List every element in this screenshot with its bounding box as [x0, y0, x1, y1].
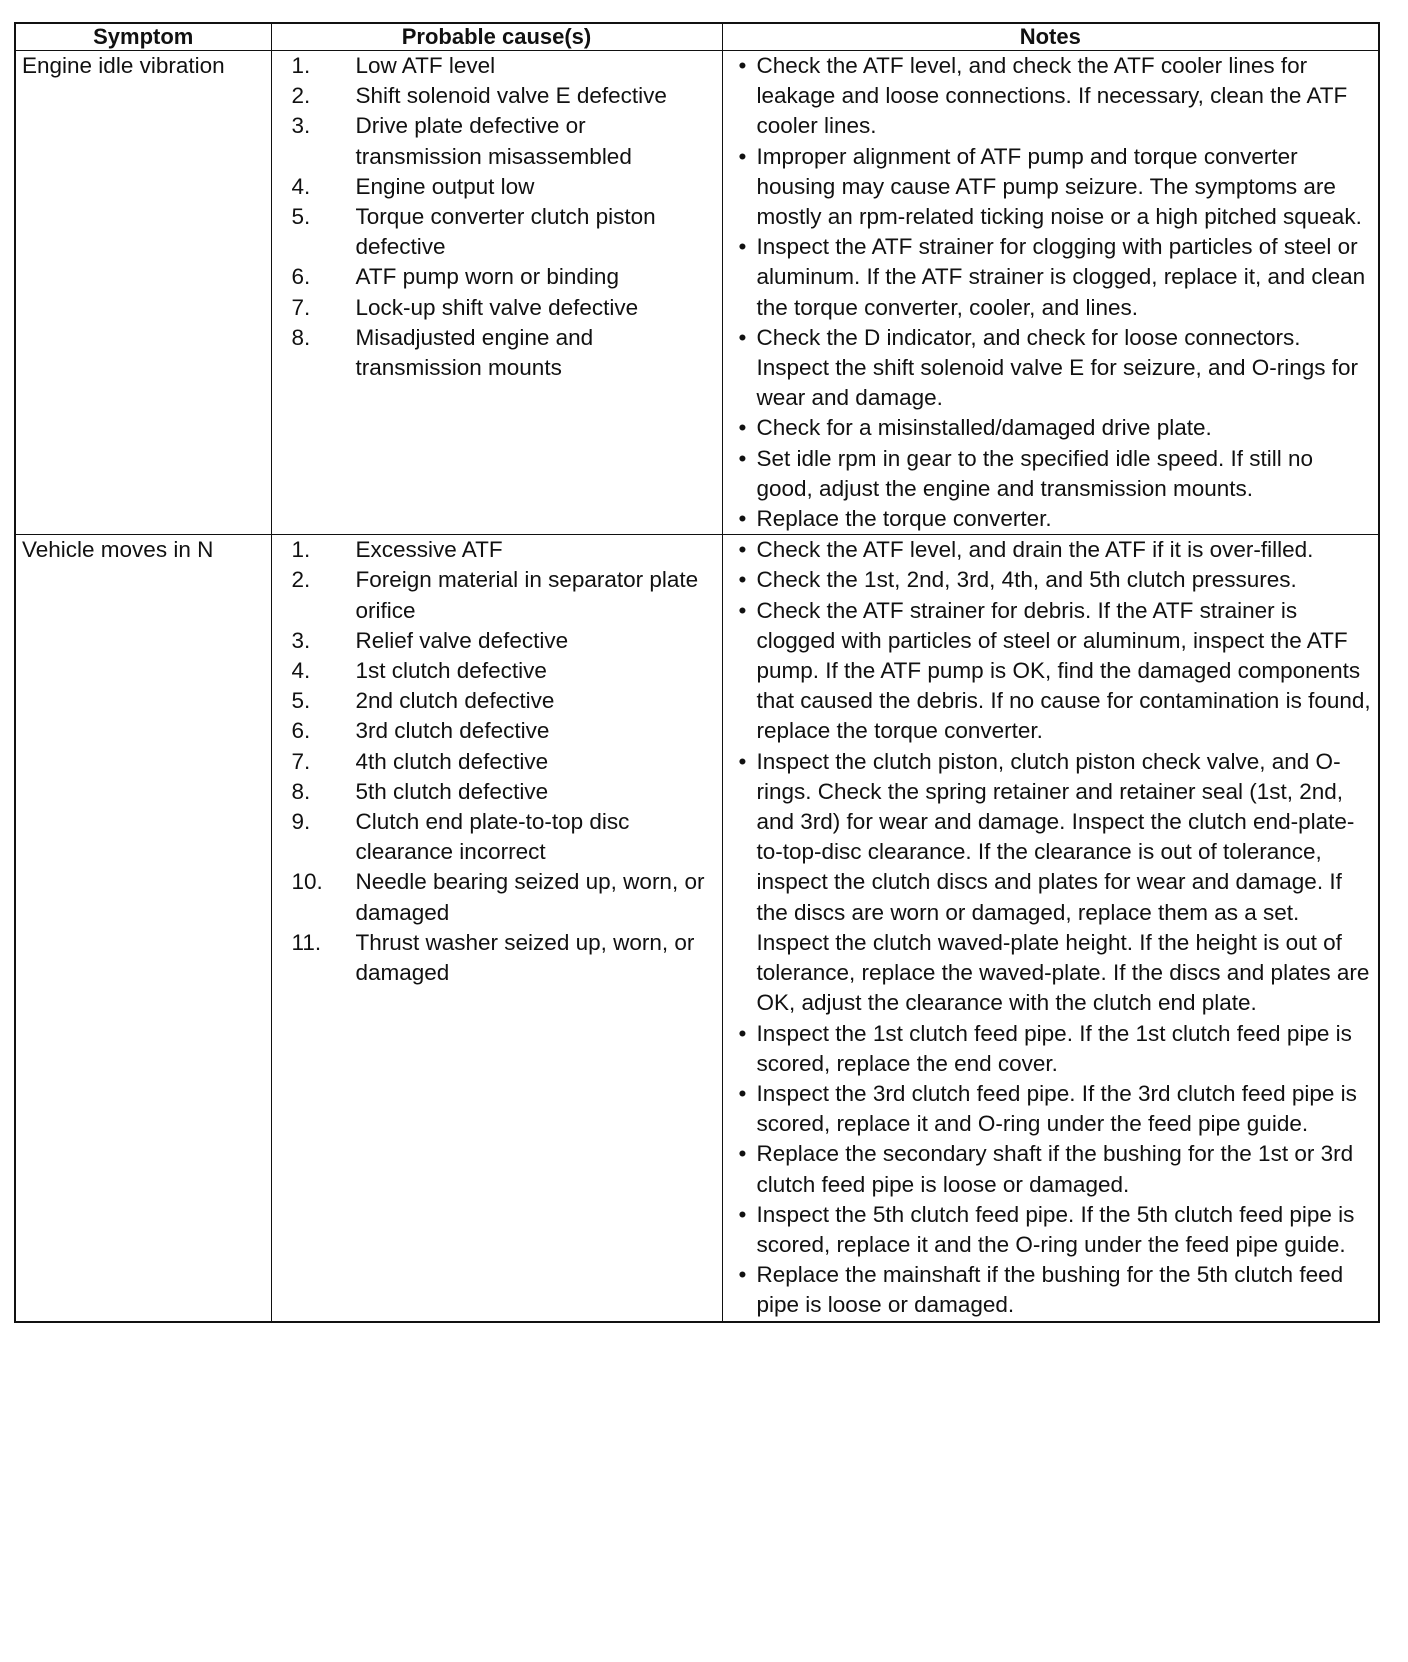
- cause-text: Shift solenoid valve E defective: [355, 83, 667, 109]
- bullet-icon: •: [738, 1080, 747, 1106]
- bullet-icon: •: [738, 324, 747, 350]
- list-item: [272, 262, 718, 292]
- list-item: [723, 535, 1375, 565]
- cause-number: 2.: [291, 83, 311, 109]
- list-item: [272, 535, 718, 565]
- cause-number: 5.: [291, 204, 311, 230]
- cause-number: 9.: [291, 809, 311, 835]
- list-item: [272, 656, 718, 686]
- note-text: Inspect the 5th clutch feed pipe. If the 5th clutch feed pipe is scored, replace it and the O-ring under the feed pipe guide.: [756, 1201, 1355, 1257]
- header-probable-causes: Probable cause(s): [271, 23, 722, 51]
- list-item: [723, 747, 1375, 1019]
- list-item: [723, 142, 1375, 233]
- cause-number: 1.: [291, 53, 311, 78]
- bullet-icon: •: [738, 445, 747, 471]
- bullet-icon: •: [738, 1201, 747, 1227]
- cause-text: Thrust washer seized up, worn, or damaged: [355, 929, 695, 986]
- cause-text: 1st clutch defective: [355, 658, 547, 684]
- list-item: [723, 323, 1375, 414]
- cause-text: 5th clutch defective: [355, 778, 549, 804]
- bullet-icon: •: [738, 234, 747, 260]
- troubleshooting-table: [14, 22, 1380, 1323]
- cause-number: 3.: [291, 627, 311, 653]
- note-text: Replace the mainshaft if the bushing for the 5th clutch feed pipe is loose or damaged.: [756, 1262, 1344, 1318]
- list-item: [723, 504, 1375, 534]
- list-item: [723, 444, 1375, 504]
- bullet-icon: •: [738, 748, 747, 774]
- cause-text: Clutch end plate-to-top disc clearance incorrect: [355, 809, 630, 865]
- cause-number: 7.: [291, 748, 311, 774]
- cause-text: Excessive ATF: [355, 537, 503, 563]
- list-item: [272, 293, 718, 323]
- symptom-cell: Engine idle vibration: [15, 51, 271, 535]
- list-item: [272, 81, 718, 111]
- cause-text: Drive plate defective or transmission misassembled: [355, 113, 632, 169]
- list-item: [272, 716, 718, 746]
- bullet-icon: •: [738, 415, 747, 441]
- notes-cell: [722, 535, 1379, 1322]
- list-item: [723, 232, 1375, 323]
- list-item: [272, 565, 718, 625]
- list-item: [272, 111, 718, 171]
- bullet-icon: •: [738, 143, 747, 169]
- list-item: [723, 1139, 1375, 1199]
- note-text: Inspect the 3rd clutch feed pipe. If the 3rd clutch feed pipe is scored, replace it and O-ring under the feed pipe guide.: [756, 1080, 1357, 1137]
- table-row: [15, 51, 1379, 535]
- list-item: [272, 51, 718, 81]
- list-item: [272, 807, 718, 867]
- cause-text: Low ATF level: [355, 53, 496, 78]
- list-item: [723, 1260, 1375, 1320]
- note-text: Improper alignment of ATF pump and torque converter housing may cause ATF pump seizure. The symptoms are mostly an rpm-related ticking noise or a high pitched squeak.: [756, 143, 1362, 230]
- list-item: [272, 172, 718, 202]
- cause-number: 4.: [291, 658, 311, 684]
- cause-number: 4.: [291, 173, 311, 199]
- note-text: Check the D indicator, and check for loose connectors. Inspect the shift solenoid valve E for seizure, and O-rings for wear and damage.: [756, 324, 1359, 411]
- cause-number: 10.: [291, 869, 323, 895]
- list-item: [272, 202, 718, 262]
- bullet-icon: •: [738, 1020, 747, 1046]
- list-item: [272, 777, 718, 807]
- list-item: [723, 1200, 1375, 1260]
- causes-list: [272, 535, 722, 988]
- list-item: [723, 1019, 1375, 1079]
- probable-causes-cell: [271, 51, 722, 535]
- cause-text: Torque converter clutch piston defective: [355, 204, 656, 260]
- cause-text: Foreign material in separator plate orifice: [355, 567, 699, 623]
- cause-text: 3rd clutch defective: [355, 718, 550, 744]
- list-item: [723, 596, 1375, 747]
- list-item: [272, 747, 718, 777]
- cause-number: 1.: [291, 537, 311, 563]
- cause-number: 3.: [291, 113, 311, 139]
- troubleshooting-page: [14, 22, 1378, 1323]
- cause-number: 2.: [291, 567, 311, 593]
- note-text: Check the ATF level, and check the ATF cooler lines for leakage and loose connections. If necessary, clean the ATF cooler lines.: [756, 53, 1348, 139]
- list-item: [723, 1079, 1375, 1139]
- table-row: [15, 535, 1379, 1322]
- cause-text: Lock-up shift valve defective: [355, 294, 639, 320]
- symptom-cell: Vehicle moves in N: [15, 535, 271, 1322]
- notes-list: [723, 535, 1379, 1320]
- cause-number: 8.: [291, 324, 311, 350]
- notes-cell: [722, 51, 1379, 535]
- cause-text: 4th clutch defective: [355, 748, 549, 774]
- probable-causes-cell: [271, 535, 722, 1322]
- bullet-icon: •: [738, 597, 747, 623]
- cause-number: 6.: [291, 718, 311, 744]
- bullet-icon: •: [738, 537, 747, 563]
- list-item: [723, 51, 1375, 142]
- bullet-icon: •: [738, 53, 747, 78]
- bullet-icon: •: [738, 567, 747, 593]
- causes-list: [272, 51, 722, 383]
- list-item: [272, 867, 718, 927]
- list-item: [723, 413, 1375, 443]
- bullet-icon: •: [738, 1141, 747, 1167]
- header-row: [15, 23, 1379, 51]
- note-text: Check for a misinstalled/damaged drive plate.: [756, 415, 1212, 441]
- cause-number: 7.: [291, 294, 311, 320]
- note-text: Replace the secondary shaft if the bushing for the 1st or 3rd clutch feed pipe is loose or damaged.: [756, 1141, 1354, 1197]
- list-item: [272, 686, 718, 716]
- note-text: Inspect the 1st clutch feed pipe. If the 1st clutch feed pipe is scored, replace the end cover.: [756, 1020, 1352, 1076]
- header-symptom: Symptom: [15, 23, 271, 51]
- note-text: Check the ATF level, and drain the ATF if it is over-filled.: [756, 537, 1314, 563]
- note-text: Inspect the clutch piston, clutch piston check valve, and O-rings. Check the spring retainer and retainer seal (1st, 2nd, and 3rd) for wear and damage. Inspect the clutch end-plate-to-top-disc clearance. If the clearance is out of tolerance, inspect the clutch discs and plates for wear and damage. If the discs are worn or damaged, replace them as a set. Inspect the clutch waved-plate height. If the height is out of tolerance, replace the waved-plate. If the discs and plates are OK, adjust the clearance with the clutch end plate.: [756, 748, 1370, 1016]
- cause-number: 5.: [291, 688, 311, 714]
- cause-number: 11.: [291, 929, 322, 955]
- cause-text: Needle bearing seized up, worn, or damaged: [355, 869, 705, 925]
- note-text: Set idle rpm in gear to the specified idle speed. If still no good, adjust the engine and transmission mounts.: [756, 445, 1314, 501]
- list-item: [272, 626, 718, 656]
- list-item: [272, 928, 718, 988]
- bullet-icon: •: [738, 506, 747, 532]
- note-text: Check the 1st, 2nd, 3rd, 4th, and 5th clutch pressures.: [756, 567, 1297, 593]
- cause-text: Misadjusted engine and transmission mounts: [355, 324, 594, 381]
- notes-list: [723, 51, 1379, 534]
- list-item: [723, 565, 1375, 595]
- cause-text: Relief valve defective: [355, 627, 569, 653]
- cause-number: 8.: [291, 778, 311, 804]
- cause-text: 2nd clutch defective: [355, 688, 555, 714]
- cause-text: ATF pump worn or binding: [355, 264, 619, 290]
- note-text: Replace the torque converter.: [756, 506, 1052, 532]
- note-text: Check the ATF strainer for debris. If the ATF strainer is clogged with particles of steel or aluminum, inspect the ATF pump. If the ATF pump is OK, find the damaged components that caused the debris. If no cause for contamination is found, replace the torque converter.: [756, 597, 1371, 744]
- note-text: Inspect the ATF strainer for clogging with particles of steel or aluminum. If the ATF strainer is clogged, replace it, and clean the torque converter, cooler, and lines.: [756, 234, 1366, 320]
- cause-text: Engine output low: [355, 173, 535, 199]
- header-notes: Notes: [722, 23, 1379, 51]
- list-item: [272, 323, 718, 383]
- cause-number: 6.: [291, 264, 311, 290]
- bullet-icon: •: [738, 1262, 747, 1288]
